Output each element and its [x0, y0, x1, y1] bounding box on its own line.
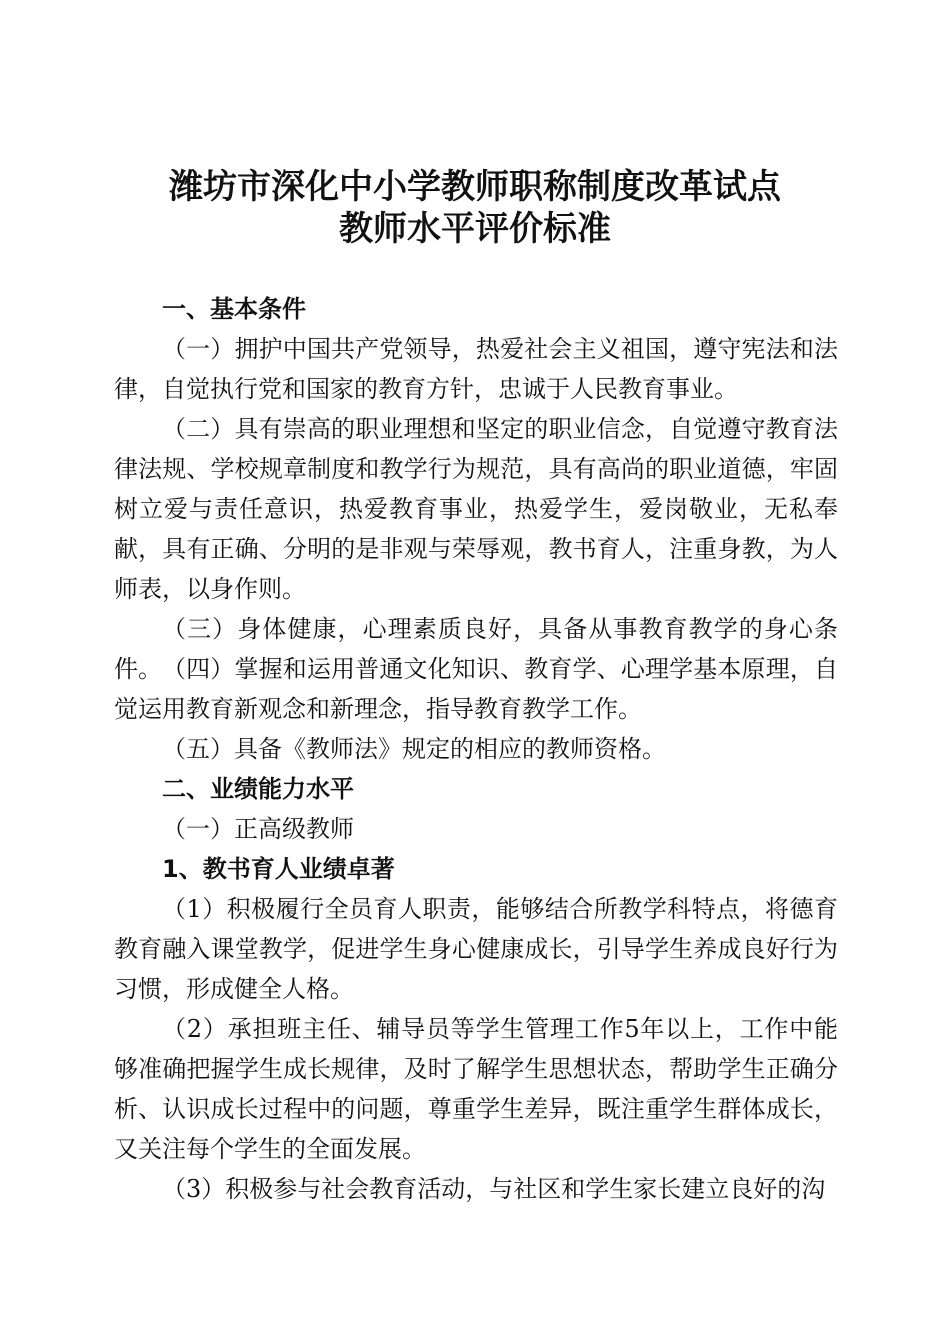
- paragraph-condition-2: （二）具有崇高的职业理想和坚定的职业信念，自觉遵守教育法律法规、学校规章制度和教学行为规范，具有高尚的职业道德，牢固树立爱与责任意识，热爱教育事业，热爱学生，爱岗敬业，无私奉献，具有正确、分明的是非观与荣辱观，教书育人，注重身教，为人师表，以身作则。: [114, 415, 838, 603]
- subsection-heading-senior-teacher: （一）正高级教师: [162, 815, 354, 843]
- paragraph-condition-4: （四）掌握和运用普通文化知识、教育学、心理学基本原理，自觉运用教育新观念和新理念，指导教育教学工作。: [114, 655, 838, 723]
- paragraph-item-1: （1）积极履行全员育人职责，能够结合所教学科特点，将德育教育融入课堂教学，促进学生身心健康成长，引导学生养成良好行为习惯，形成健全人格。: [114, 895, 838, 1003]
- document-title-line2: 教师水平评价标准: [339, 209, 611, 249]
- paragraph-condition-1: （一）拥护中国共产党领导，热爱社会主义祖国，遵守宪法和法律，自觉执行党和国家的教育方针，忠诚于人民教育事业。: [114, 335, 838, 403]
- paragraph-item-2: （2）承担班主任、辅导员等学生管理工作5年以上，工作中能够准确把握学生成长规律，及时了解学生思想状态，帮助学生正确分析、认识成长过程中的问题，尊重学生差异，既注重学生群体成长，又关注每个学生的全面发展。: [114, 1015, 838, 1163]
- section-heading-performance: 二、业绩能力水平: [162, 775, 354, 803]
- paragraph-condition-5: （五）具备《教师法》规定的相应的教师资格。: [162, 735, 666, 763]
- document-title-line1: 潍坊市深化中小学教师职称制度改革试点: [169, 167, 781, 207]
- subsection-heading-teaching-achievement: 1、教书育人业绩卓著: [162, 855, 395, 883]
- section-heading-basic-conditions: 一、基本条件: [162, 295, 306, 323]
- paragraph-item-3: （3）积极参与社会教育活动，与社区和学生家长建立良好的沟: [162, 1175, 826, 1203]
- paragraph-condition-3: （三）身体健康，心理素质良好，具备从事教育教学的身心条件。: [114, 615, 838, 683]
